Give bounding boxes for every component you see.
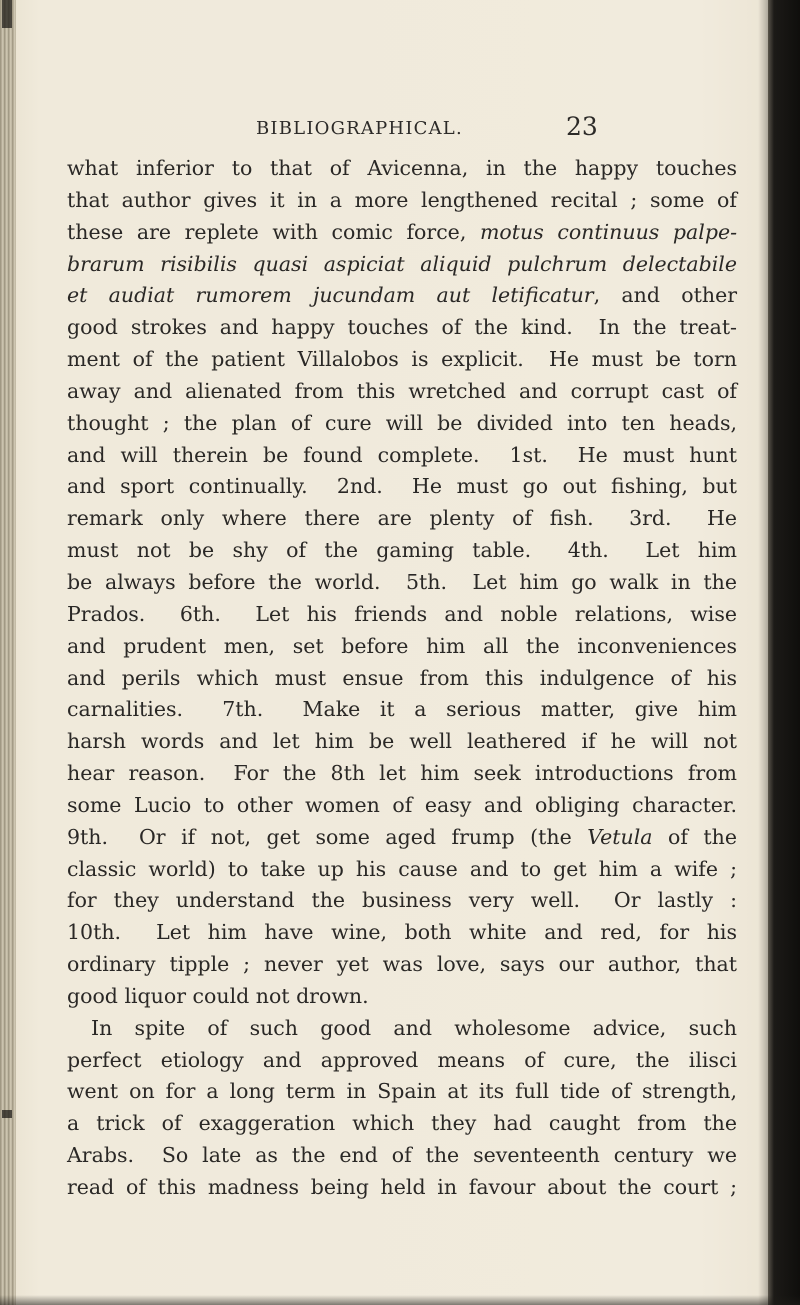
text-line: [67, 631, 737, 663]
text-line: [67, 535, 737, 567]
text-line: [67, 917, 737, 949]
text-segment: that author gives it in a more lengthened recital ; some of: [67, 187, 737, 212]
text-segment: ordinary tipple ; never yet was love, says our author, that: [67, 952, 737, 977]
italic-text: brarum risibilis quasi aspiciat aliquid pulchrum delectabile: [67, 251, 737, 276]
text-segment: In spite of such good and wholesome advice, such: [91, 1015, 737, 1040]
text-segment: 10th. Let him have wine, both white and red, for his: [67, 920, 737, 945]
text-segment: perfect etiology and approved means of cure, the ilisci: [67, 1047, 737, 1072]
text-segment: thought ; the plan of cure will be divided into ten heads,: [67, 410, 737, 435]
text-segment: good strokes and happy touches of the kind. In the treat-: [67, 315, 737, 340]
text-line: [67, 1013, 737, 1045]
text-line: [67, 440, 737, 472]
text-segment: , and other: [593, 283, 737, 308]
text-line: [67, 1045, 737, 1077]
text-line: [67, 726, 737, 758]
italic-text: motus continuus palpe-: [479, 219, 737, 244]
spine-mark: [2, 1110, 12, 1118]
text-segment: and perils which must ensue from this indulgence of his: [67, 665, 737, 690]
text-line: [67, 217, 737, 249]
page-gutter-shadow: [758, 0, 768, 1305]
text-line: [67, 376, 737, 408]
page-bottom-shadow: [0, 1295, 800, 1305]
italic-text: et audiat rumorem jucundam aut letificatur: [67, 283, 594, 308]
text-segment: these are replete with comic force,: [67, 219, 480, 244]
body-text: [67, 153, 737, 1204]
spine-mark: [2, 0, 12, 28]
text-line: [67, 949, 737, 981]
text-segment: Arabs. So late as the end of the seventeenth century we: [67, 1143, 737, 1168]
text-line: [67, 344, 737, 376]
italic-text: Vetula: [587, 824, 653, 849]
text-line: [67, 663, 737, 695]
text-segment: for they understand the business very well. Or lastly :: [67, 888, 737, 913]
text-segment: good liquor could not drown.: [67, 983, 369, 1008]
text-segment: read of this madness being held in favour about the court ;: [67, 1175, 737, 1199]
text-line: [67, 408, 737, 440]
text-line: [67, 249, 737, 281]
text-segment: and will therein be found complete. 1st. He must hunt: [67, 442, 737, 467]
text-line: [67, 599, 737, 631]
text-segment: a trick of exaggeration which they had caught from the: [67, 1111, 737, 1136]
text-line: [67, 280, 737, 312]
text-line: [67, 567, 737, 599]
text-line: [67, 981, 737, 1013]
text-line: [67, 312, 737, 344]
text-segment: hear reason. For the 8th let him seek introductions from: [67, 761, 737, 786]
text-segment: be always before the world. 5th. Let him go walk in the: [67, 569, 737, 594]
text-line: [67, 885, 737, 917]
text-line: [67, 1172, 737, 1204]
text-segment: must not be shy of the gaming table. 4th. Let him: [67, 538, 737, 563]
text-line: [67, 854, 737, 886]
text-segment: classic world) to take up his cause and to get him a wife ;: [67, 856, 737, 881]
text-line: [67, 185, 737, 217]
text-line: [67, 1076, 737, 1108]
text-line: [67, 694, 737, 726]
text-segment: away and alienated from this wretched and corrupt cast of: [67, 378, 737, 403]
running-title: BIBLIOGRAPHICAL.: [256, 118, 463, 139]
book-cover-edge: [768, 0, 800, 1305]
text-line: [67, 758, 737, 790]
text-segment: remark only where there are plenty of fish. 3rd. He: [67, 506, 737, 531]
text-segment: carnalities. 7th. Make it a serious matter, give him: [67, 697, 737, 722]
text-segment: and prudent men, set before him all the inconveniences: [67, 633, 737, 658]
page-number: 23: [566, 112, 598, 141]
text-segment: of the: [652, 824, 737, 849]
text-segment: went on for a long term in Spain at its full tide of strength,: [67, 1079, 737, 1104]
text-segment: 9th. Or if not, get some aged frump (the: [67, 824, 588, 849]
text-segment: Prados. 6th. Let his friends and noble relations, wise: [67, 601, 737, 626]
text-segment: what inferior to that of Avicenna, in the happy touches: [67, 156, 737, 180]
text-line: [67, 1108, 737, 1140]
text-line: [67, 153, 737, 185]
text-segment: some Lucio to other women of easy and obliging character.: [67, 792, 737, 817]
text-line: [67, 471, 737, 503]
text-line: [67, 1140, 737, 1172]
text-segment: and sport continually. 2nd. He must go out fishing, but: [67, 474, 737, 499]
text-segment: harsh words and let him be well leathered if he will not: [67, 729, 737, 754]
text-line: [67, 503, 737, 535]
text-line: [67, 822, 737, 854]
text-line: [67, 790, 737, 822]
text-segment: ment of the patient Villalobos is explicit. He must be torn: [67, 347, 737, 372]
running-head: [0, 112, 750, 146]
